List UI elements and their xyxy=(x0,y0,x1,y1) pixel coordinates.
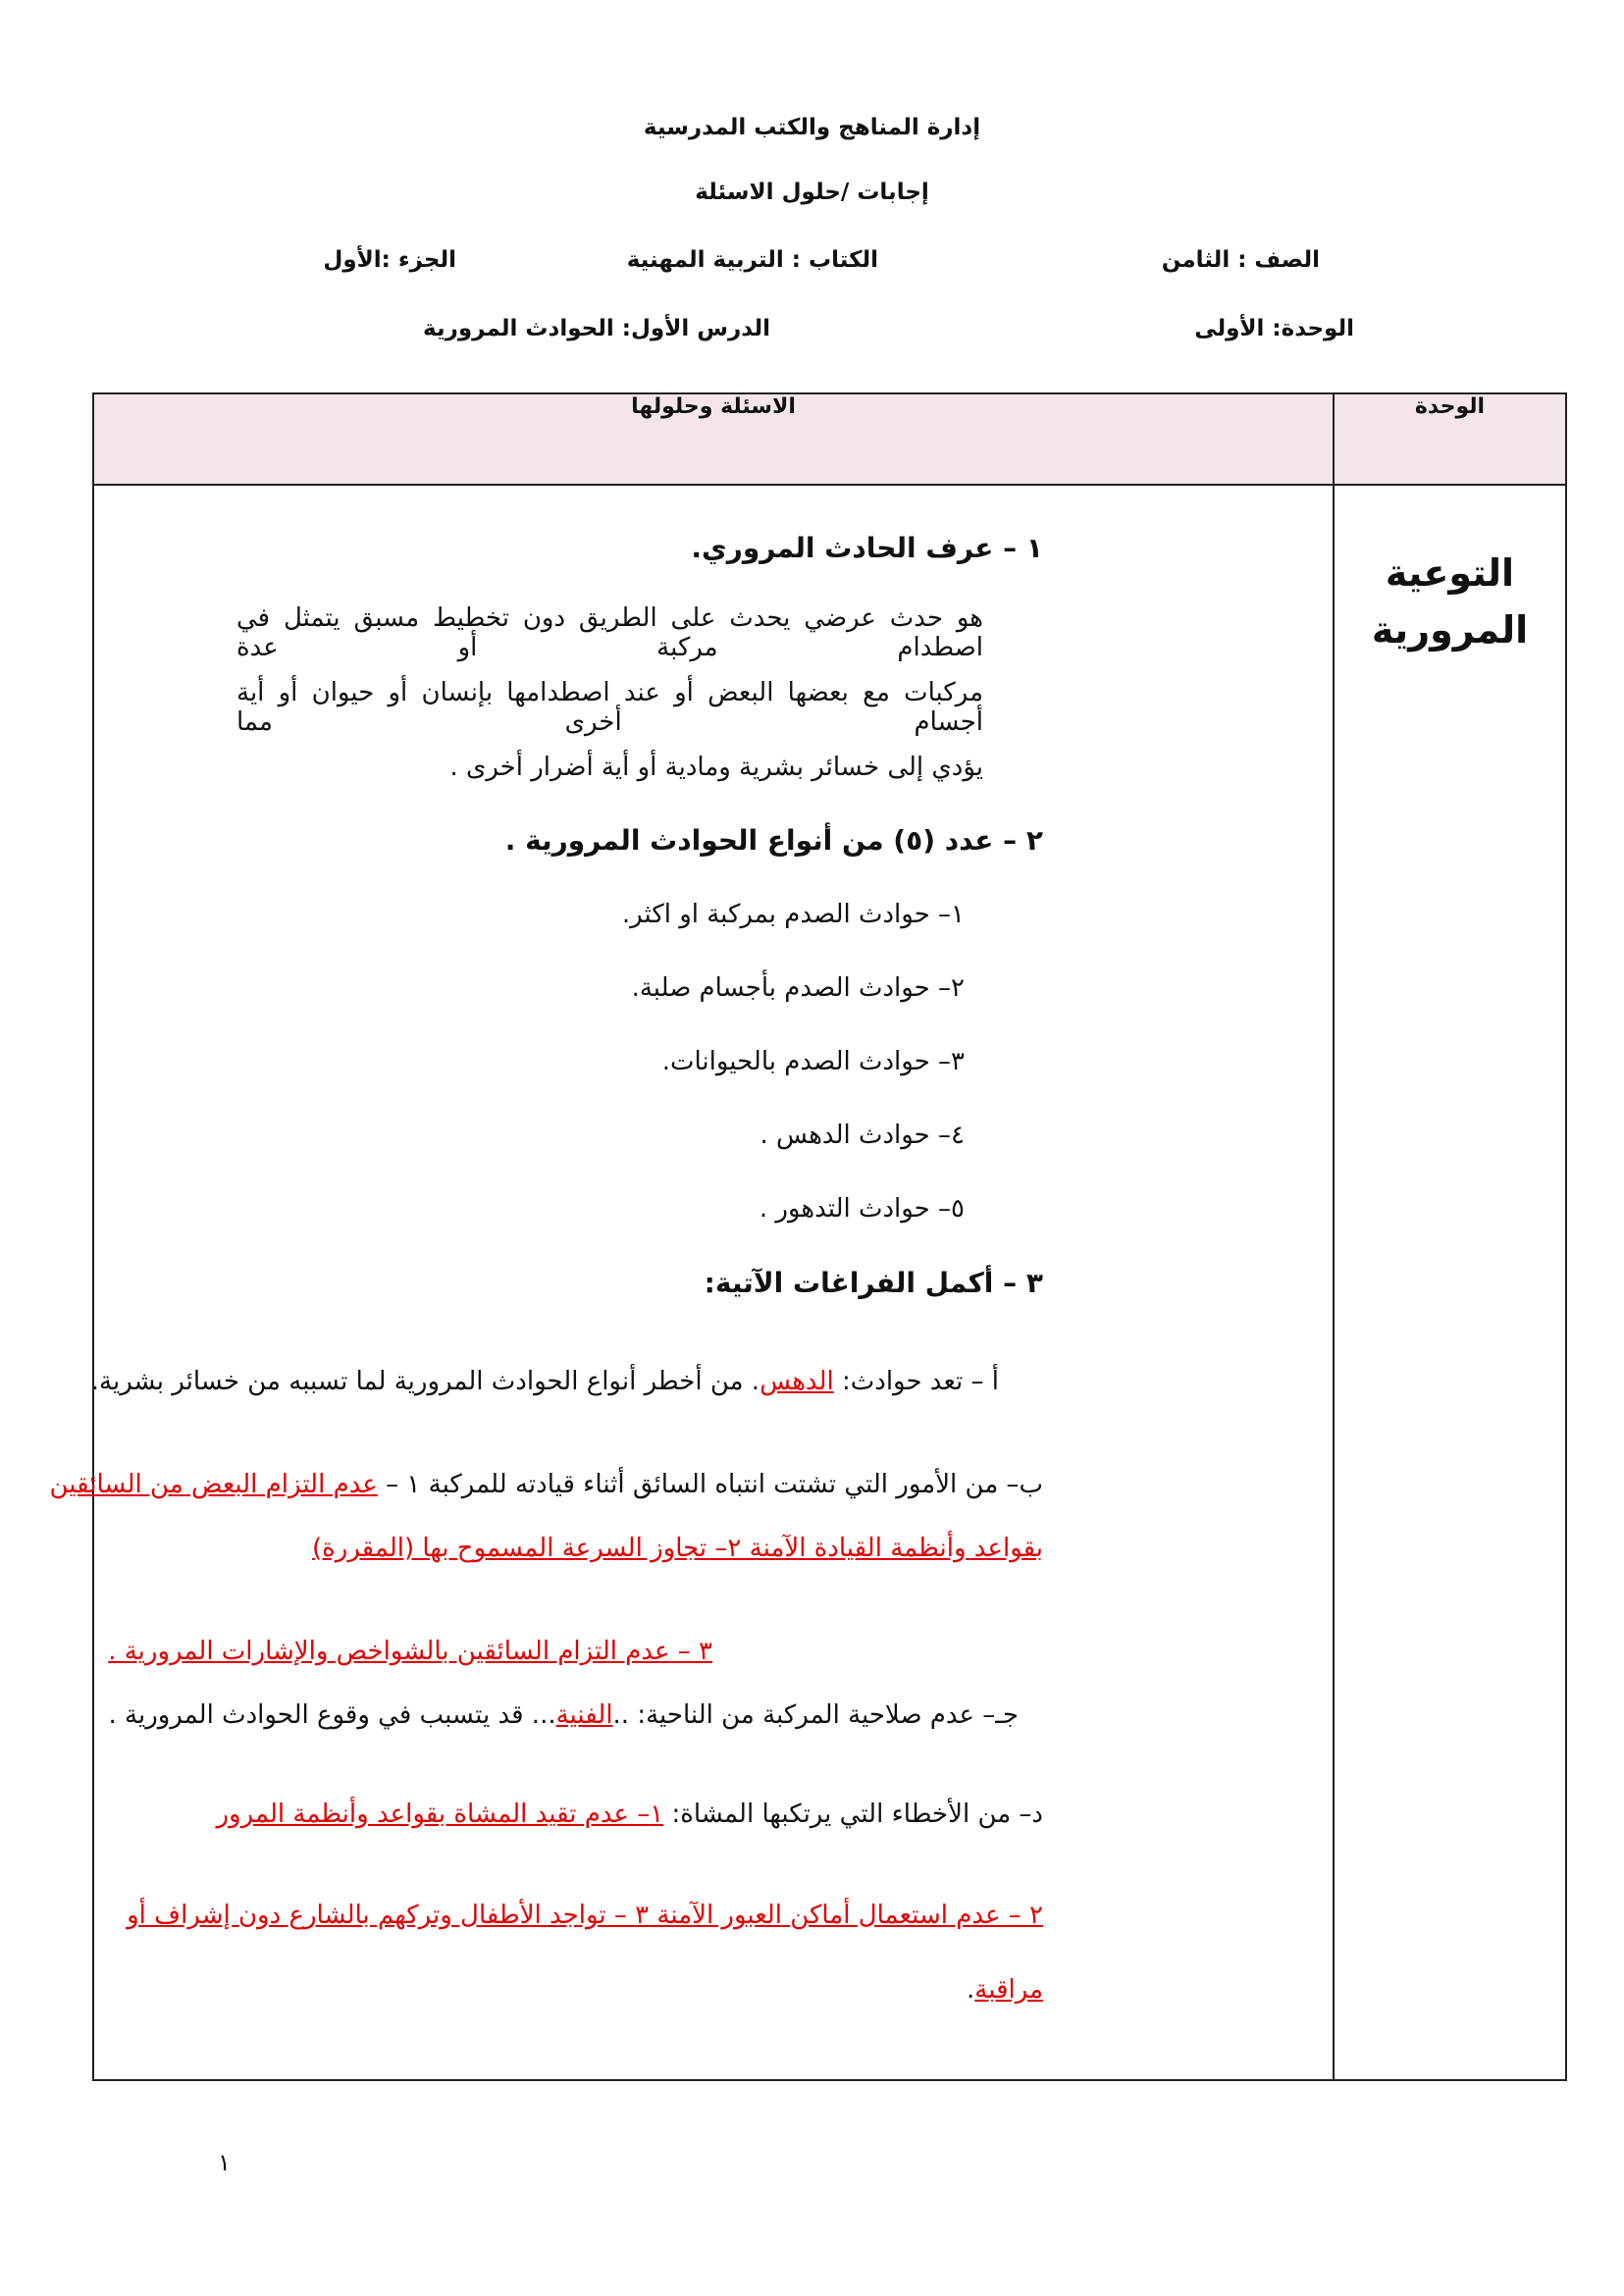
fill-answer: الفنية xyxy=(555,1700,613,1730)
fill-answer: عدم التزام البعض من السائقين xyxy=(49,1470,378,1499)
fill-item-a xyxy=(91,1367,999,1396)
fill-item-d xyxy=(216,1800,1043,1829)
unit-name-cell xyxy=(1334,485,1566,2080)
unit-name-line: المرورية xyxy=(1371,608,1529,652)
fill-suffix: ... قد يتسبب في وقوع الحوادث المرورية . xyxy=(108,1700,556,1730)
book-label: الكتاب : التربية المهنية xyxy=(626,247,878,273)
table-body-row xyxy=(93,485,1566,2080)
part-label: الجزء :الأول xyxy=(323,247,456,273)
question-2: ٢ – عدد (٥) من أنواع الحوادث المرورية . xyxy=(504,824,1043,857)
unit-label: الوحدة: الأولى xyxy=(1194,316,1354,341)
fill-answer: ١– عدم تقيد المشاة بقواعد وأنظمة المرور xyxy=(216,1800,664,1829)
lesson-label: الدرس الأول: الحوادث المرورية xyxy=(423,316,770,341)
question-3: ٣ – أكمل الفراغات الآتية: xyxy=(704,1267,1043,1299)
page-number: ١ xyxy=(218,2149,231,2176)
questions-table xyxy=(49,392,1567,2081)
questions-content-cell xyxy=(49,485,1334,2080)
fill-answer-line: مراقبة. xyxy=(967,1975,1043,2005)
question-1: ١ – عرف الحادث المروري. xyxy=(691,532,1043,564)
fill-answer-line: ٣ – عدم التزام السائقين بالشواخص والإشارات المرورية . xyxy=(108,1637,712,1666)
fill-item-c xyxy=(108,1700,1019,1730)
fill-prefix: جـ– عدم صلاحية المركبة من الناحية: .. xyxy=(612,1700,1019,1730)
table-header-row xyxy=(93,393,1566,485)
unit-column-header: الوحدة xyxy=(1334,393,1566,485)
document-subtitle: إجابات /حلول الاسئلة xyxy=(695,180,929,205)
fill-answer-line: بقواعد وأنظمة القيادة الآمنة ٢– تجاوز السرعة المسموح بها (المقررة) xyxy=(312,1534,1043,1563)
unit-name xyxy=(1335,486,1565,658)
fill-prefix: أ – تعد حوادث: xyxy=(833,1367,999,1396)
list-item: ٤– حوادث الدهس . xyxy=(760,1121,965,1150)
fill-answer: مراقبة xyxy=(974,1975,1043,2005)
questions-column-header: الاسئلة وحلولها xyxy=(93,393,1334,485)
answer-line: مركبات مع بعضها البعض أو عند اصطدامها بإنسان أو حيوان أو أية أجسام أخرى مما xyxy=(236,678,983,737)
fill-item-b xyxy=(49,1470,1043,1499)
grade-label: الصف : الثامن xyxy=(1161,247,1320,273)
fill-answer: الدهس xyxy=(760,1367,834,1396)
document-title: إدارة المناهج والكتب المدرسية xyxy=(643,115,981,140)
list-item: ١– حوادث الصدم بمركبة او اكثر. xyxy=(621,900,965,929)
answer-line: هو حدث عرضي يحدث على الطريق دون تخطيط مسبق يتمثل في اصطدام مركبة أو عدة xyxy=(236,603,983,662)
list-item: ٥– حوادث التدهور . xyxy=(759,1194,965,1224)
fill-prefix: ب– من الأمور التي تشتت انتباه السائق أثناء قيادته للمركبة ١ – xyxy=(377,1470,1043,1499)
list-item: ٣– حوادث الصدم بالحيوانات. xyxy=(661,1047,965,1076)
fill-suffix: . من أخطر أنواع الحوادث المرورية لما تسببه من خسائر بشرية. xyxy=(90,1367,760,1396)
unit-name-line: التوعية xyxy=(1385,551,1515,595)
answer-line: يؤدي إلى خسائر بشرية ومادية أو أية أضرار أخرى . xyxy=(449,753,983,782)
fill-answer-line: ٢ – عدم استعمال أماكن العبور الآمنة ٣ – تواجد الأطفال وتركهم بالشارع دون إشراف أو xyxy=(127,1901,1043,1930)
list-item: ٢– حوادث الصدم بأجسام صلبة. xyxy=(631,973,965,1003)
fill-prefix: د– من الأخطاء التي يرتكبها المشاة: xyxy=(663,1800,1043,1829)
